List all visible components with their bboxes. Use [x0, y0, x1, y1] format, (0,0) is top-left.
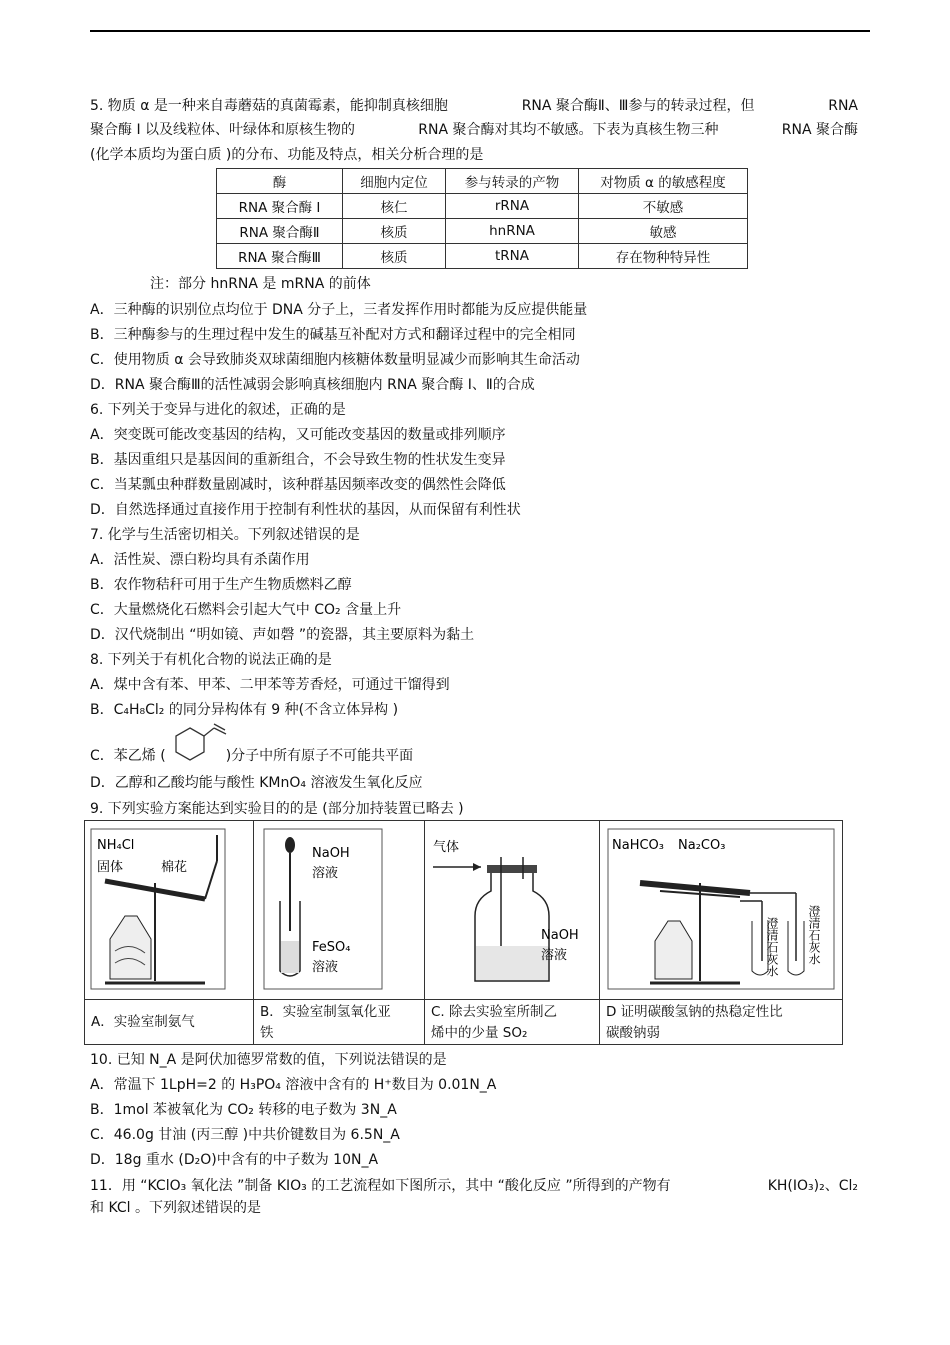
- panel-c-label: 气体: [433, 840, 460, 855]
- panel-b-label: FeSO₄: [312, 940, 351, 955]
- table-header-row: [217, 169, 748, 194]
- table-cell: rRNA: [446, 194, 579, 219]
- q5-option-a: A．三种酶的识别位点均位于 DNA 分子上，三者发挥作用时都能为反应提供能量: [90, 302, 588, 318]
- panel-d-caption: D 证明碳酸氢钠的热稳定性比 碳酸钠弱: [600, 1000, 843, 1045]
- table-cell: RNA 聚合酶Ⅲ: [217, 244, 343, 269]
- table-cell: RNA 聚合酶 Ⅰ: [217, 194, 343, 219]
- q7-stem: 7. 化学与生活密切相关。下列叙述错误的是: [90, 527, 360, 543]
- table-header-cell: 对物质 α 的敏感程度: [579, 169, 748, 194]
- q5-stem-line-2: 聚合酶 Ⅰ 以及线粒体、叶绿体和原核生物的 RNA 聚合酶对其均不敏感。下表为真核生物三种 RNA 聚合酶: [90, 122, 858, 138]
- table-cell: 核质: [343, 244, 446, 269]
- panel-a-caption: A．实验室制氨气: [85, 1000, 254, 1045]
- q10-option-b: B．1mol 苯被氧化为 CO₂ 转移的电子数为 3N_A: [90, 1102, 397, 1118]
- q6-option-c: C．当某瓢虫种群数量剧减时，该种群基因频率改变的偶然性会降低: [90, 477, 506, 493]
- panel-c-label: NaOH: [541, 928, 579, 943]
- q11-stem-line-2: 和 KCl 。下列叙述错误的是: [90, 1200, 261, 1216]
- q6-option-a: A．突变既可能改变基因的结构，又可能改变基因的数量或排列顺序: [90, 427, 506, 443]
- table-row: [217, 244, 748, 269]
- q6-stem: 6. 下列关于变异与进化的叙述，正确的是: [90, 402, 346, 418]
- panel-d-diagram: [600, 821, 843, 1000]
- q5-stem-line-3: (化学本质均为蛋白质 )的分布、功能及特点，相关分析合理的是: [90, 147, 484, 163]
- q7-option-c: C．大量燃烧化石燃料会引起大气中 CO₂ 含量上升: [90, 602, 402, 618]
- panel-d-label: 澄清石灰水: [807, 905, 821, 965]
- experiment-table: [84, 820, 843, 1045]
- panel-a-label: 棉花: [161, 860, 188, 875]
- q7-option-a: A．活性炭、漂白粉均具有杀菌作用: [90, 552, 310, 568]
- header-rule: [90, 30, 870, 32]
- panel-a-label: 固体: [97, 860, 124, 875]
- q5-table-note: 注：部分 hnRNA 是 mRNA 的前体: [150, 276, 371, 292]
- q9-stem: 9. 下列实验方案能达到实验目的的是 (部分加持装置已略去 ): [90, 801, 464, 817]
- ammonia-apparatus-icon: [85, 821, 253, 995]
- panel-a-diagram: [85, 821, 254, 1000]
- panel-d-label: Na₂CO₃: [678, 838, 726, 853]
- panel-b-diagram: [254, 821, 425, 1000]
- panel-c-caption: C. 除去实验室所制乙 烯中的少量 SO₂: [425, 1000, 600, 1045]
- q10-option-c: C．46.0g 甘油 (丙三醇 )中共价键数目为 6.5N_A: [90, 1127, 400, 1143]
- panel-a-label: NH₄Cl: [97, 838, 135, 853]
- panel-d-label: 澄清石灰水: [765, 917, 779, 977]
- enzyme-table: [216, 168, 748, 269]
- panel-d-label: NaHCO₃: [612, 838, 664, 853]
- panel-c-label: 溶液: [541, 948, 568, 963]
- table-cell: hnRNA: [446, 219, 579, 244]
- q8-option-c: C．苯乙烯 ( )分子中所有原子不可能共平面: [90, 748, 414, 764]
- q7-option-d: D．汉代烧制出 “明如镜、声如磬 ”的瓷器，其主要原料为黏土: [90, 627, 475, 643]
- table-cell: 敏感: [579, 219, 748, 244]
- panel-b-label: NaOH: [312, 846, 350, 861]
- panel-b-label: 溶液: [312, 960, 339, 975]
- table-row: [217, 194, 748, 219]
- table-cell: 核仁: [343, 194, 446, 219]
- table-cell: tRNA: [446, 244, 579, 269]
- diagram-row: [85, 821, 843, 1000]
- panel-c-diagram: [425, 821, 600, 1000]
- table-cell: 存在物种特异性: [579, 244, 748, 269]
- q10-stem: 10. 已知 N_A 是阿伏加德罗常数的值，下列说法错误的是: [90, 1052, 447, 1068]
- table-cell: RNA 聚合酶Ⅱ: [217, 219, 343, 244]
- q8-stem: 8. 下列关于有机化合物的说法正确的是: [90, 652, 332, 668]
- q6-option-d: D．自然选择通过直接作用于控制有利性状的基因，从而保留有利性状: [90, 502, 521, 518]
- q7-option-b: B．农作物秸秆可用于生产生物质燃料乙醇: [90, 577, 352, 593]
- table-cell: 核质: [343, 219, 446, 244]
- q8-option-d: D．乙醇和乙酸均能与酸性 KMnO₄ 溶液发生氧化反应: [90, 775, 423, 791]
- caption-row: [85, 1000, 843, 1045]
- table-header-cell: 酶: [217, 169, 343, 194]
- q5-stem-line-1: 5. 物质 α 是一种来自毒蘑菇的真菌霉素，能抑制真核细胞 RNA 聚合酶Ⅱ、Ⅲ参与的转录过程，但 RNA: [90, 98, 858, 114]
- table-header-cell: 参与转录的产物: [446, 169, 579, 194]
- q5-option-d: D．RNA 聚合酶Ⅲ的活性减弱会影响真核细胞内 RNA 聚合酶 Ⅰ、Ⅱ的合成: [90, 377, 535, 393]
- q6-option-b: B．基因重组只是基因间的重新组合，不会导致生物的性状发生变异: [90, 452, 506, 468]
- gas-washing-bottle-icon: [425, 821, 599, 995]
- table-cell: 不敏感: [579, 194, 748, 219]
- carbonate-stability-apparatus-icon: [600, 821, 842, 995]
- q5-option-b: B．三种酶参与的生理过程中发生的碱基互补配对方式和翻译过程中的完全相同: [90, 327, 576, 343]
- ferrous-hydroxide-apparatus-icon: [254, 821, 424, 995]
- q10-option-a: A．常温下 1LpH=2 的 H₃PO₄ 溶液中含有的 H⁺数目为 0.01N_A: [90, 1077, 497, 1093]
- q8-option-a: A．煤中含有苯、甲苯、二甲苯等芳香烃，可通过干馏得到: [90, 677, 450, 693]
- q8-option-b: B．C₄H₈Cl₂ 的同分异构体有 9 种(不含立体异构 ): [90, 702, 399, 718]
- table-header-cell: 细胞内定位: [343, 169, 446, 194]
- q10-option-d: D．18g 重水 (D₂O)中含有的中子数为 10N_A: [90, 1152, 379, 1168]
- panel-b-label: 溶液: [312, 866, 339, 881]
- panel-b-caption: B．实验室制氢氧化亚 铁: [254, 1000, 425, 1045]
- q5-option-c: C．使用物质 α 会导致肺炎双球菌细胞内核糖体数量明显减少而影响其生命活动: [90, 352, 580, 368]
- table-row: [217, 219, 748, 244]
- q11-stem-line-1: 11．用 “KClO₃ 氧化法 ”制备 KIO₃ 的工艺流程如下图所示，其中 “酸化反应 ”所得到的产物有 KH(IO₃)₂、Cl₂: [90, 1178, 858, 1194]
